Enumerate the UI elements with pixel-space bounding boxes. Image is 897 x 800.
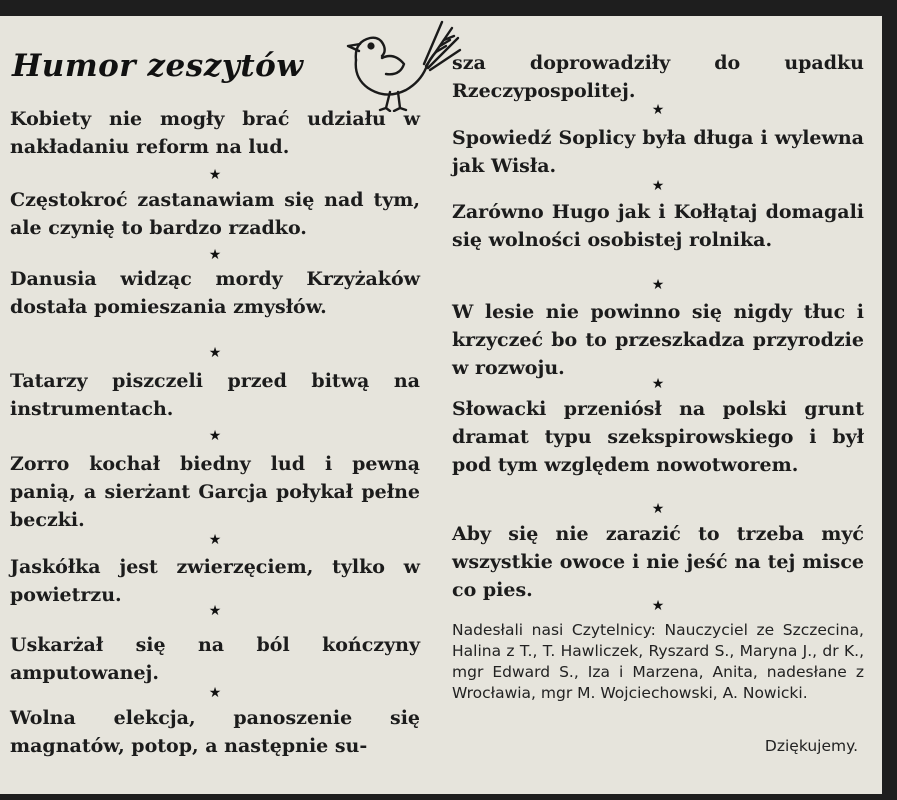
top-border <box>0 0 897 16</box>
star-separator-icon: ★ <box>208 685 222 701</box>
joke-item: Uskarżał się na ból kończyny amputowanej. <box>10 634 420 684</box>
joke-item: Zarówno Hugo jak i Kołłątaj domagali się wolności osobistej rolnika. <box>452 201 864 251</box>
star-separator-icon: ★ <box>651 501 665 517</box>
bird-icon <box>346 16 464 112</box>
joke-item: Kobiety nie mogły brać udziału w nakładaniu reform na lud. <box>10 108 420 158</box>
joke-item: Tatarzy piszczeli przed bitwą na instrumentach. <box>10 370 420 420</box>
star-separator-icon: ★ <box>208 532 222 548</box>
joke-item: Spowiedź Soplicy była długa i wylewna jak Wisła. <box>452 127 864 177</box>
star-separator-icon: ★ <box>208 167 222 183</box>
joke-item: Aby się nie zarazić to trzeba myć wszystkie owoce i nie jeść na tej misce co pies. <box>452 523 864 601</box>
joke-item: Wolna elekcja, panoszenie się magnatów, potop, a następnie su- <box>10 707 420 757</box>
star-separator-icon: ★ <box>651 277 665 293</box>
star-separator-icon: ★ <box>208 428 222 444</box>
star-separator-icon: ★ <box>651 598 665 614</box>
joke-item: Jaskółka jest zwierzęciem, tylko w powietrzu. <box>10 556 420 606</box>
joke-item: W lesie nie powinno się nigdy tłuc i krzyczeć bo to przeszkadza przyrodzie w rozwoju. <box>452 301 864 379</box>
right-border <box>882 0 897 800</box>
joke-item: Słowacki przeniósł na polski grunt dramat typu szekspirowskiego i był pod tym względem nowotworem. <box>452 398 864 476</box>
thanks-note: Dziękujemy. <box>764 737 858 755</box>
star-separator-icon: ★ <box>208 603 222 619</box>
star-separator-icon: ★ <box>208 247 222 263</box>
star-separator-icon: ★ <box>651 178 665 194</box>
star-separator-icon: ★ <box>651 376 665 392</box>
joke-item: sza doprowadziły do upadku Rzeczypospolitej. <box>452 52 864 102</box>
star-separator-icon: ★ <box>208 345 222 361</box>
contributors-credits: Nadesłali nasi Czytelnicy: Nauczyciel ze Szczecina, Halina z T., T. Hawliczek, Ryszard S., Maryna J., dr K., mgr Edward S., Iza i Marzena, Anita, nadesłane z Wrocławia, mgr M. Wojciechowski, A. Nowicki. <box>452 621 864 702</box>
joke-item: Danusia widząc mordy Krzyżaków dostała pomieszania zmysłów. <box>10 268 420 318</box>
joke-item: Zorro kochał biedny lud i pewną panią, a sierżant Garcja połykał pełne beczki. <box>10 453 420 531</box>
star-separator-icon: ★ <box>651 102 665 118</box>
joke-item: Częstokroć zastanawiam się nad tym, ale czynię to bardzo rzadko. <box>10 189 420 239</box>
bottom-border <box>0 794 897 800</box>
article-title: Humor zeszytów <box>12 48 304 84</box>
